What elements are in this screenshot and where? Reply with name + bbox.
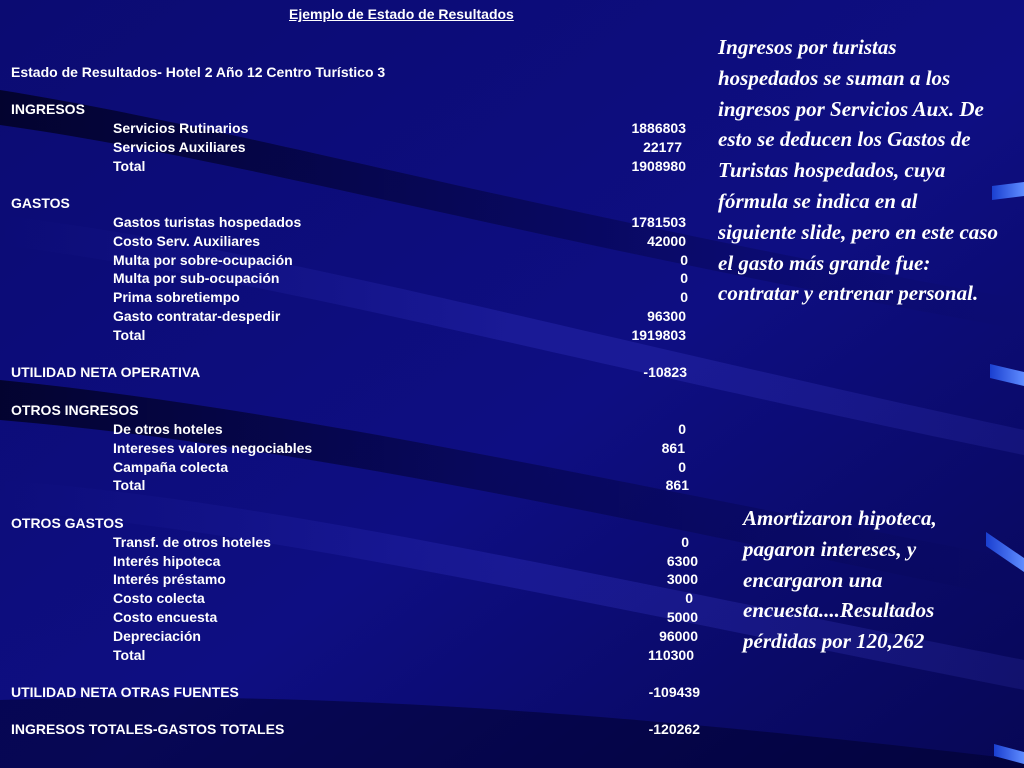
utilidad-operativa-value: -10823 [643, 364, 687, 380]
line-item-label: Total [113, 327, 146, 343]
line-item-value: 0 [680, 252, 688, 268]
line-item-value: 0 [685, 590, 693, 606]
line-item-value: 1781503 [631, 214, 686, 230]
line-item-value: 110300 [648, 647, 694, 663]
line-item-value: 0 [680, 289, 688, 305]
line-item-value: 96300 [647, 308, 686, 324]
line-item-value: 3000 [666, 571, 698, 587]
line-item-value: 1919803 [631, 327, 686, 343]
line-item-value: 1908980 [631, 158, 686, 174]
line-item-label: Interés hipoteca [113, 553, 221, 569]
section-heading-otros-gastos: OTROS GASTOS [11, 515, 124, 531]
note-bottom: Amortizaron hipoteca, pagaron intereses, y encargaron una encuesta....Resultados pérdidas por 120,262 [743, 506, 937, 654]
line-item-value: 0 [680, 270, 688, 286]
line-item-label: Multa por sobre-ocupación [113, 252, 293, 268]
totales-value: -120262 [648, 721, 700, 737]
line-item-label: Depreciación [113, 628, 201, 644]
utilidad-otras-label: UTILIDAD NETA OTRAS FUENTES [11, 684, 239, 700]
line-item-label: Gastos turistas hospedados [113, 214, 302, 230]
line-item-label: Intereses valores negociables [113, 440, 313, 456]
line-item-label: Costo colecta [113, 590, 205, 606]
line-item-value: 861 [661, 440, 685, 456]
line-item-label: Costo encuesta [113, 609, 218, 625]
line-item-label: Total [113, 647, 146, 663]
line-item-value: 1886803 [631, 120, 686, 136]
line-item-value: 0 [681, 534, 689, 550]
totales-label: INGRESOS TOTALES-GASTOS TOTALES [11, 721, 285, 737]
line-item-value: 42000 [647, 233, 686, 249]
line-item-value: 0 [678, 421, 686, 437]
section-heading-otros-ingresos: OTROS INGRESOS [11, 402, 139, 418]
line-item-label: Total [113, 158, 146, 174]
note-top: Ingresos por turistas hospedados se suman a los ingresos por Servicios Aux. De esto se deducen los Gastos de Turistas hospedados, cuya fórmula se indica en al siguiente slide, pero en este caso el gasto más grande fue: contratar y entrenar personal. [718, 35, 998, 306]
line-item-label: Multa por sub-ocupación [113, 270, 280, 286]
line-item-label: Gasto contratar-despedir [113, 308, 281, 324]
line-item-value: 5000 [666, 609, 698, 625]
line-item-value: 6300 [666, 553, 698, 569]
line-item-label: Prima sobretiempo [113, 289, 240, 305]
statement-subtitle: Estado de Resultados- Hotel 2 Año 12 Centro Turístico 3 [11, 64, 386, 80]
slide-title: Ejemplo de Estado de Resultados [289, 6, 514, 22]
line-item-label: Costo Serv. Auxiliares [113, 233, 261, 249]
line-item-label: Interés préstamo [113, 571, 226, 587]
line-item-value: 0 [678, 459, 686, 475]
line-item-label: De otros hoteles [113, 421, 223, 437]
line-item-value: 861 [665, 477, 689, 493]
line-item-label: Total [113, 477, 146, 493]
line-item-value: 22177 [643, 139, 682, 155]
section-heading-gastos: GASTOS [11, 195, 70, 211]
line-item-label: Transf. de otros hoteles [113, 534, 271, 550]
line-item-label: Servicios Auxiliares [113, 139, 246, 155]
line-item-value: 96000 [659, 628, 698, 644]
section-heading-ingresos: INGRESOS [11, 101, 85, 117]
utilidad-otras-value: -109439 [648, 684, 700, 700]
line-item-label: Servicios Rutinarios [113, 120, 249, 136]
line-item-label: Campaña colecta [113, 459, 229, 475]
utilidad-operativa-label: UTILIDAD NETA OPERATIVA [11, 364, 201, 380]
